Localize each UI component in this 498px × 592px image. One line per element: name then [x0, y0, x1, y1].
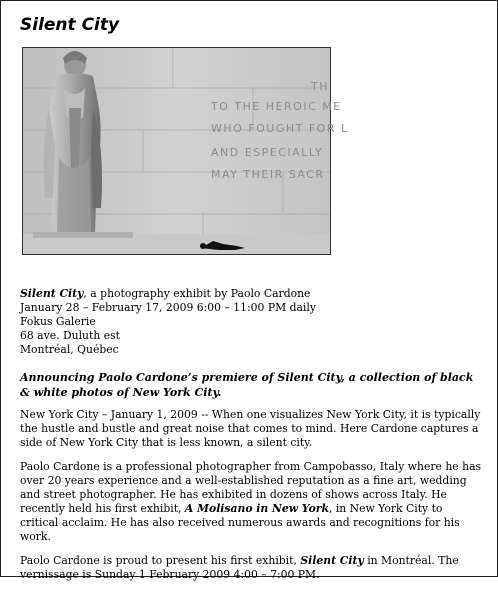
photo-monument-image [23, 48, 349, 254]
exhibit-photo [22, 47, 349, 255]
paragraph-intro: New York City – January 1, 2009 -- When one visualizes New York City, it is typically the hustle and bustle and great noise that comes to mind. Here Cardone captures a side of New York City that is less known, a silent city. [20, 408, 481, 449]
svg-text:TO THE HEROIC ME: TO THE HEROIC ME [211, 100, 342, 113]
document-title: Silent City [20, 15, 120, 35]
svg-text:TH: TH [311, 80, 329, 93]
event-city: Montréal, Québec [20, 343, 119, 356]
event-dates: January 28 – February 17, 2009 6:00 – 11:00 PM daily [20, 301, 316, 314]
event-address: 68 ave. Duluth est [20, 329, 120, 342]
paragraph-bio: Paolo Cardone is a professional photographer from Campobasso, Italy where he has over 20 years experience and a well-established reputation as a fine art, wedding and street photographer. He has exhibited in dozens of shows across Italy. He recently held his first exhibit, A Molisano in New York, in New York City to critical acclaim. He has also received numerous awards and recognitions for his work. [20, 460, 482, 543]
svg-text:AND ESPECIALLY: AND ESPECIALLY [211, 146, 324, 159]
previous-exhibit-title: A Molisano in New York [184, 502, 329, 515]
event-venue: Fokus Galerie [20, 315, 96, 328]
announcement-lead: Announcing Paolo Cardone’s premiere of Silent City, a collection of black & white photos of New York City. [20, 371, 474, 399]
event-description: , a photography exhibit by Paolo Cardone [83, 287, 311, 300]
event-info [20, 287, 482, 357]
document-body [20, 287, 482, 592]
svg-text:MAY THEIR SACR: MAY THEIR SACR [211, 168, 325, 181]
exhibit-title-inline: Silent City [300, 554, 364, 567]
event-name: Silent City [20, 287, 84, 300]
paragraph-vernissage: Paolo Cardone is proud to present his first exhibit, Silent City in Montréal. The vernissage is Sunday 1 February 2009 4:00 – 7:00 PM. [20, 554, 459, 581]
svg-text:WHO FOUGHT FOR L: WHO FOUGHT FOR L [211, 122, 349, 135]
